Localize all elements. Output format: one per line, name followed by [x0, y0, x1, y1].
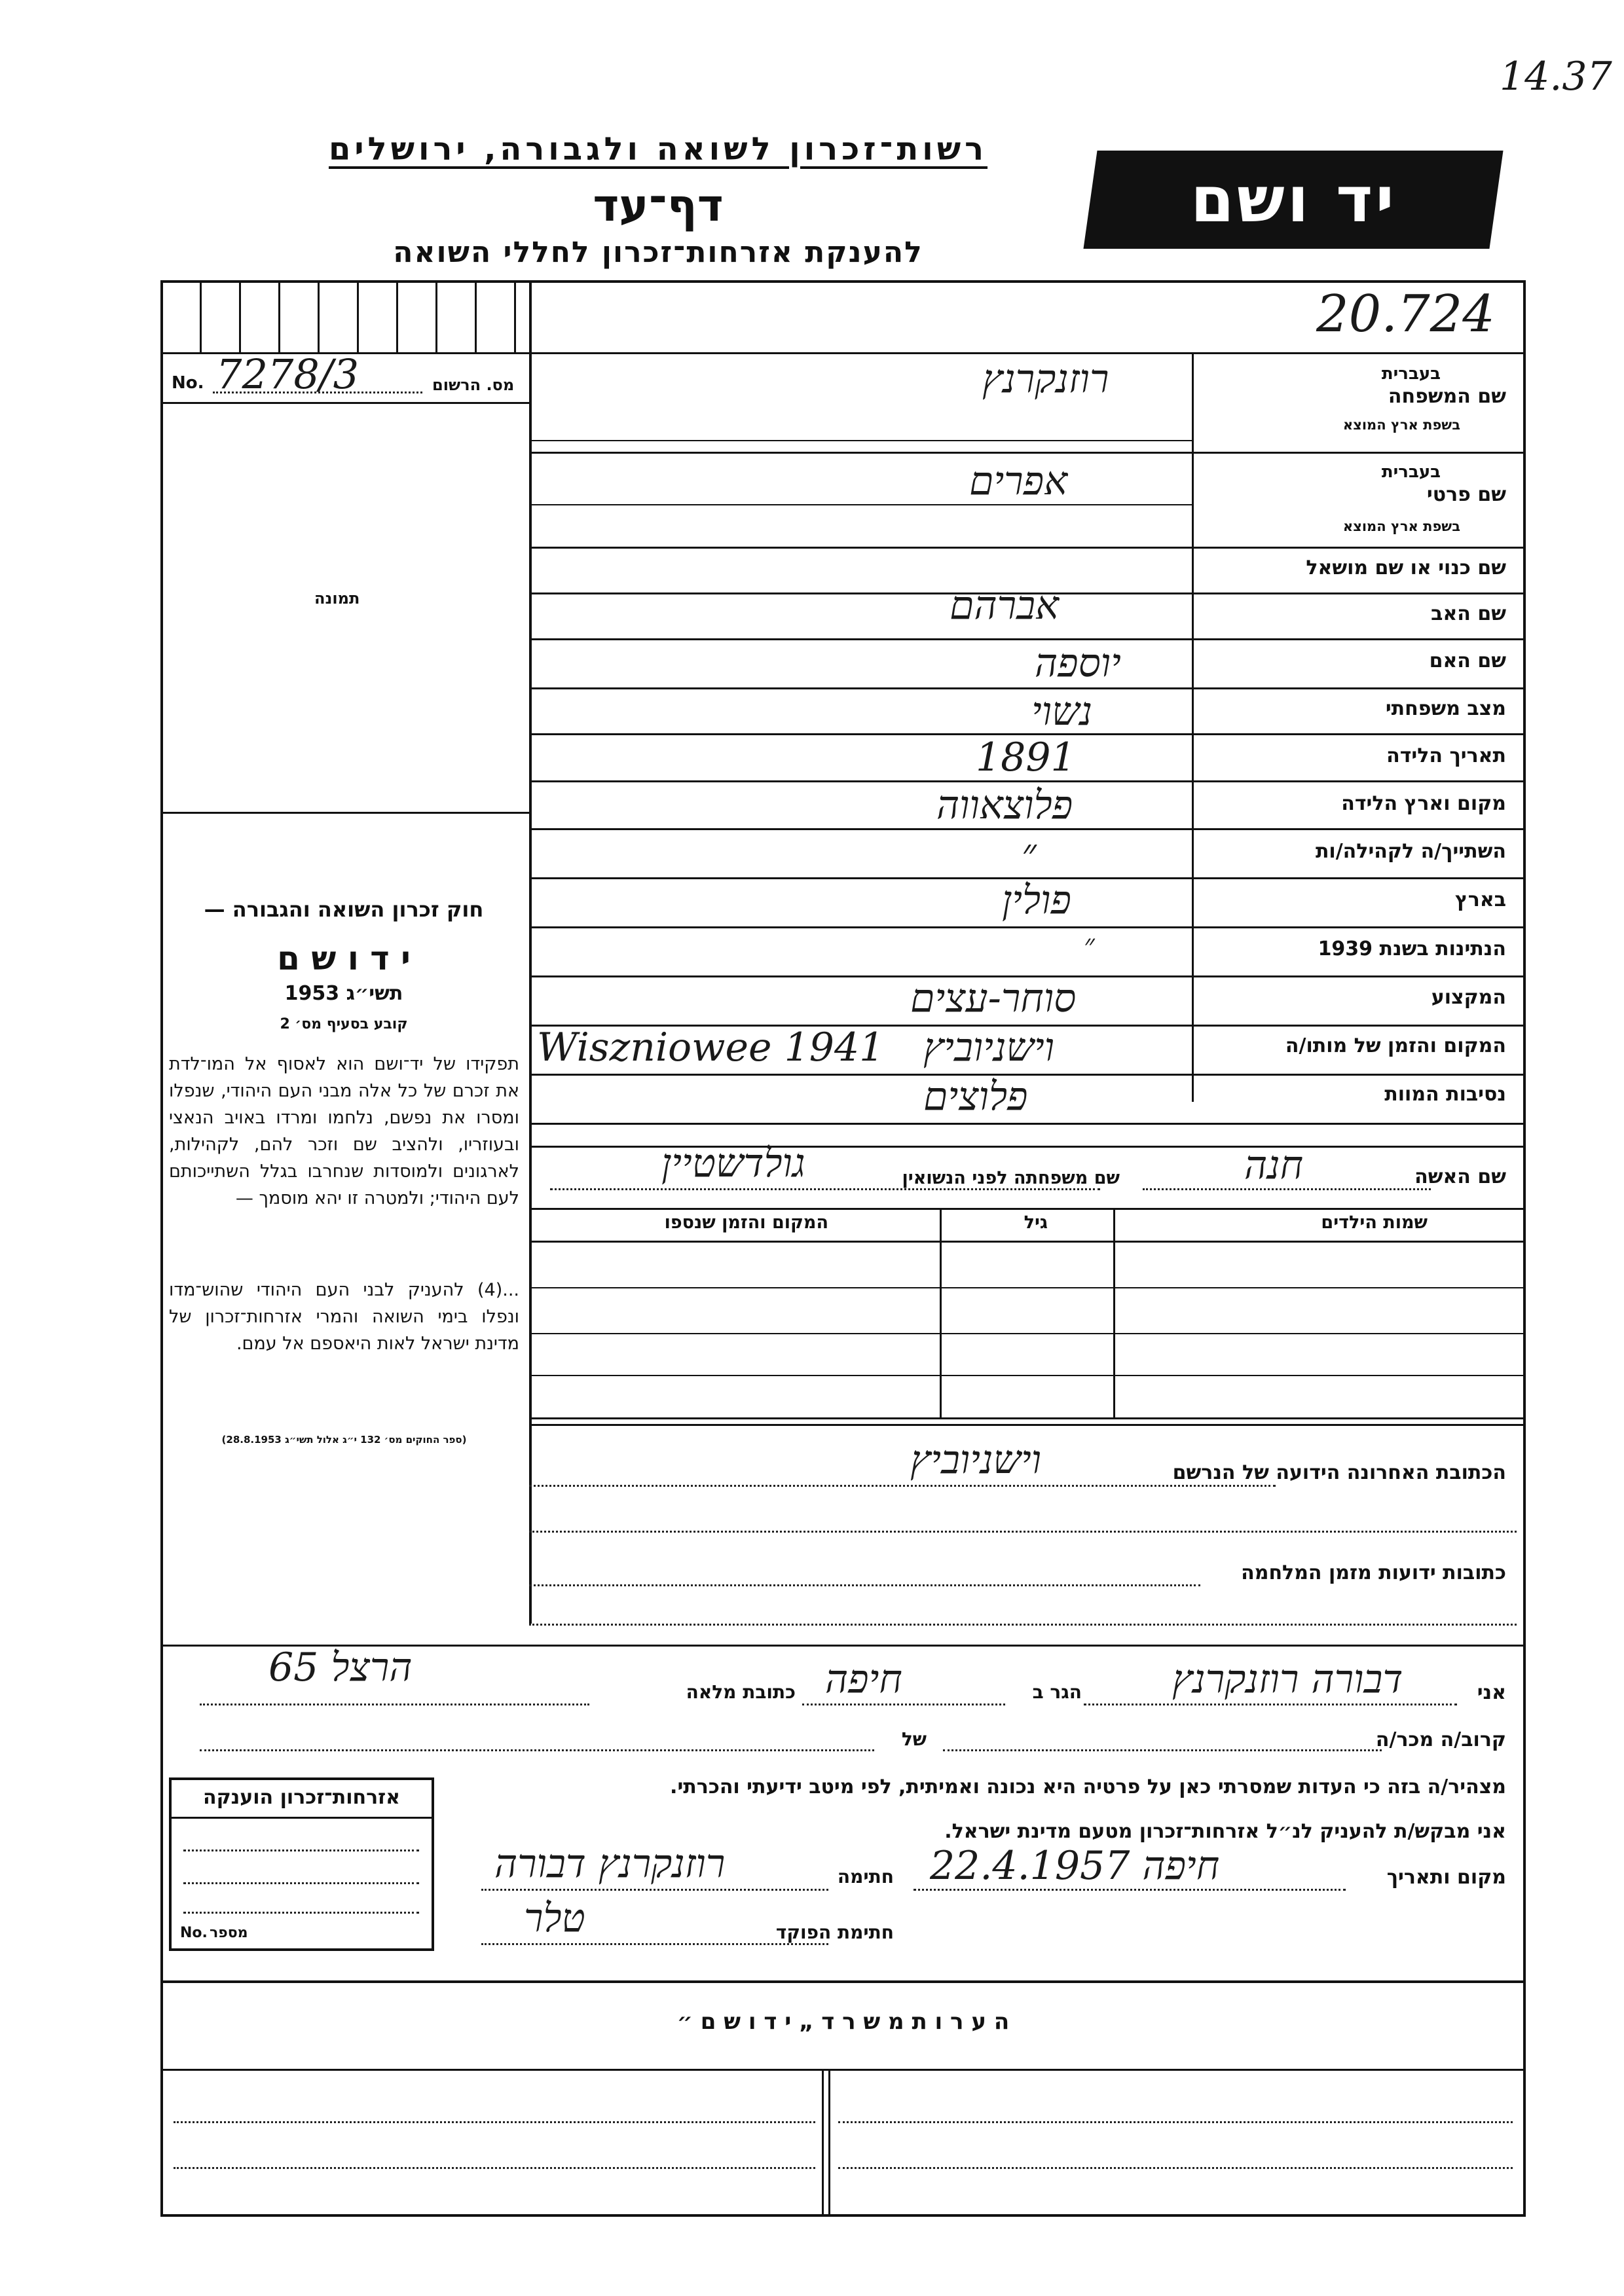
place-date-value: חיפה 22.4.1957 [930, 1843, 1220, 1889]
declarant-city: חיפה [825, 1656, 902, 1702]
family-name-hebrew-label: בעברית [1381, 364, 1441, 384]
declaration-text: מצהיר/ה בזה כי העדות שמסרתי כאן על פרטיה היא נכונה ואמיתית, לפי מיטב ידיעתי והכרתי. [670, 1776, 1506, 1798]
country-label: בארץ [1454, 888, 1506, 911]
form-title: דף־עד [593, 180, 724, 232]
birth-place-label: מקום וארץ הלידה [1341, 792, 1506, 815]
maiden-name-value: גולדשטיין [661, 1140, 805, 1186]
last-address-value: וישניוביץ [910, 1437, 1042, 1483]
form-number: 20.724 [1316, 285, 1495, 344]
grant-box-number-label: מספר [210, 1925, 248, 1941]
last-address-label: הכתובת האחרונה הידועה של הנרשם [1172, 1461, 1506, 1484]
birth-date-label: תאריך הלידה [1386, 744, 1506, 767]
of-label: של [901, 1728, 927, 1750]
law-text-1: תפקידו של יד־ושם הוא לאסוף אל המו־לדת את זכרם של כל אלה מבני העם היהודי, שנפלו ומסרו את נפשם, נלחמו ומרדו באויב הנאצי ובעוזריו, ולהציב שם וזכר להם, לקהילות, לארגונים ולמוסדות שנחרבו בגלל השתייכותם לעם היהודי; ולמטרה זו יהא מוסמך — [169, 1054, 519, 1209]
grant-box-title: אזרחות־זכרון הוענקה [202, 1786, 401, 1809]
registration-no-label: No. [172, 373, 204, 393]
law-text-2: ...(4) להעניק לבני העם היהודי שהוש־מדו ונפלו בימי השואה והמרי אזרחות־זכרון של מדינת ישראל לאות היאספם אל עמם. [169, 1280, 519, 1354]
form-subtitle: להענקת אזרחות־זכרון לחללי השואה [393, 236, 923, 269]
yad-vashem-logo [1083, 151, 1503, 249]
corner-number: 14.37 [1500, 54, 1612, 100]
declarant-name: דבורה רוזנקרנץ [1172, 1656, 1403, 1702]
first-name-native-label: בשפת ארץ המוצא [1342, 519, 1460, 534]
children-names-header: שמות הילדים [1321, 1212, 1428, 1233]
community-value: ״ [1022, 830, 1037, 876]
grant-box-no-label: No. [180, 1925, 208, 1941]
father-label: שם האב [1431, 602, 1506, 625]
law-year: תשי״ג 1953 [284, 982, 403, 1005]
family-name-label: שם המשפחה [1388, 385, 1506, 408]
photo-label: תמונה [314, 589, 360, 608]
request-text: אני מבקש/ת להעניק לנ״ל אזרחות־זכרון מטעם מדינת ישראל. [944, 1820, 1506, 1843]
signature-label: חתימה [837, 1866, 894, 1887]
first-name-label: שם פרטי [1426, 483, 1506, 506]
wife-value: חנה [1244, 1142, 1304, 1188]
children-perished-header: המקום והזמן שנספו [664, 1212, 828, 1233]
logo-text: יד ושם [1190, 163, 1397, 236]
first-name-value: אפרים [969, 458, 1068, 504]
occupation-label: המקצוע [1431, 986, 1506, 1009]
family-name-value: רוזנקרנץ [982, 356, 1109, 402]
resides-label: הגר ב [1032, 1681, 1082, 1703]
law-title: חוק זכרון השואה והגבורה — [204, 897, 484, 922]
death-place-latin-value: Wiszniowee 1941 [537, 1025, 885, 1070]
death-circumstances-label: נסיבות המוות [1384, 1083, 1506, 1106]
full-address-label: כתובת מלאה [686, 1681, 796, 1703]
registration-label: מס. הרשום [432, 376, 515, 394]
law-clause: קובע בסעיף מס׳ 2 [280, 1016, 408, 1032]
birth-place-value: פלוצאווה [936, 782, 1073, 828]
mother-value: יוספה [1035, 640, 1121, 686]
children-age-header: גיל [1024, 1212, 1048, 1233]
officer-signature-label: חתימת הפוקד [775, 1922, 894, 1943]
mother-label: שם האם [1429, 649, 1506, 672]
death-place-label: המקום והזמן של מותו/ה [1285, 1034, 1506, 1057]
nickname-label: שם כנוי או שם מושאל [1306, 556, 1506, 579]
country-value: פולין [1002, 877, 1071, 923]
declarant-address: הרצל 65 [268, 1645, 413, 1690]
death-circumstances-value: פלוצים [923, 1074, 1028, 1120]
occupation-value: סוחר-עצים [910, 975, 1077, 1021]
authority-title: רשות־זכרון לשואה ולגבורה, ירושלים [328, 131, 988, 168]
place-date-label: מקום ותאריך [1386, 1866, 1506, 1889]
maiden-name-label: שם משפחתה לפני הנשואין [902, 1168, 1120, 1188]
birth-date-value: 1891 [976, 735, 1076, 780]
office-notes-title: ה ע ר ו ת מ ש ר ד „ י ד ו ש ם ״ [676, 2009, 1010, 2035]
officer-signature: טלר [524, 1895, 585, 1941]
father-value: אברהם [950, 583, 1059, 629]
family-name-native-label: בשפת ארץ המוצא [1342, 417, 1460, 433]
declarant-i-label: אני [1477, 1681, 1506, 1704]
citizenship-label: הנתינות בשנת 1939 [1318, 938, 1506, 960]
registration-number: 7278/3 [216, 350, 360, 398]
law-reference: (ספר החוקים מס׳ 132 י״ג אלול תשי״ג 28.8.1953) [221, 1434, 467, 1446]
community-label: השתייך/ה לקהילה/ות [1315, 840, 1506, 863]
first-name-hebrew-label: בעברית [1381, 462, 1441, 482]
citizenship-value: ״ [1084, 928, 1095, 962]
declarant-signature: רוזנקרנץ דבורה [494, 1841, 726, 1887]
war-addresses-label: כתובות ידועות מזמן המלחמה [1241, 1561, 1506, 1584]
wife-label: שם האשה [1414, 1165, 1506, 1188]
death-place-hebrew-value: וישניוביץ [923, 1025, 1055, 1070]
marital-status-value: נשוי [1031, 689, 1093, 735]
marital-status-label: מצב משפחתי [1385, 697, 1506, 720]
law-name: י ד ו ש ם [277, 939, 411, 977]
relative-label: קרוב/ה מכר/ה [1375, 1728, 1506, 1751]
